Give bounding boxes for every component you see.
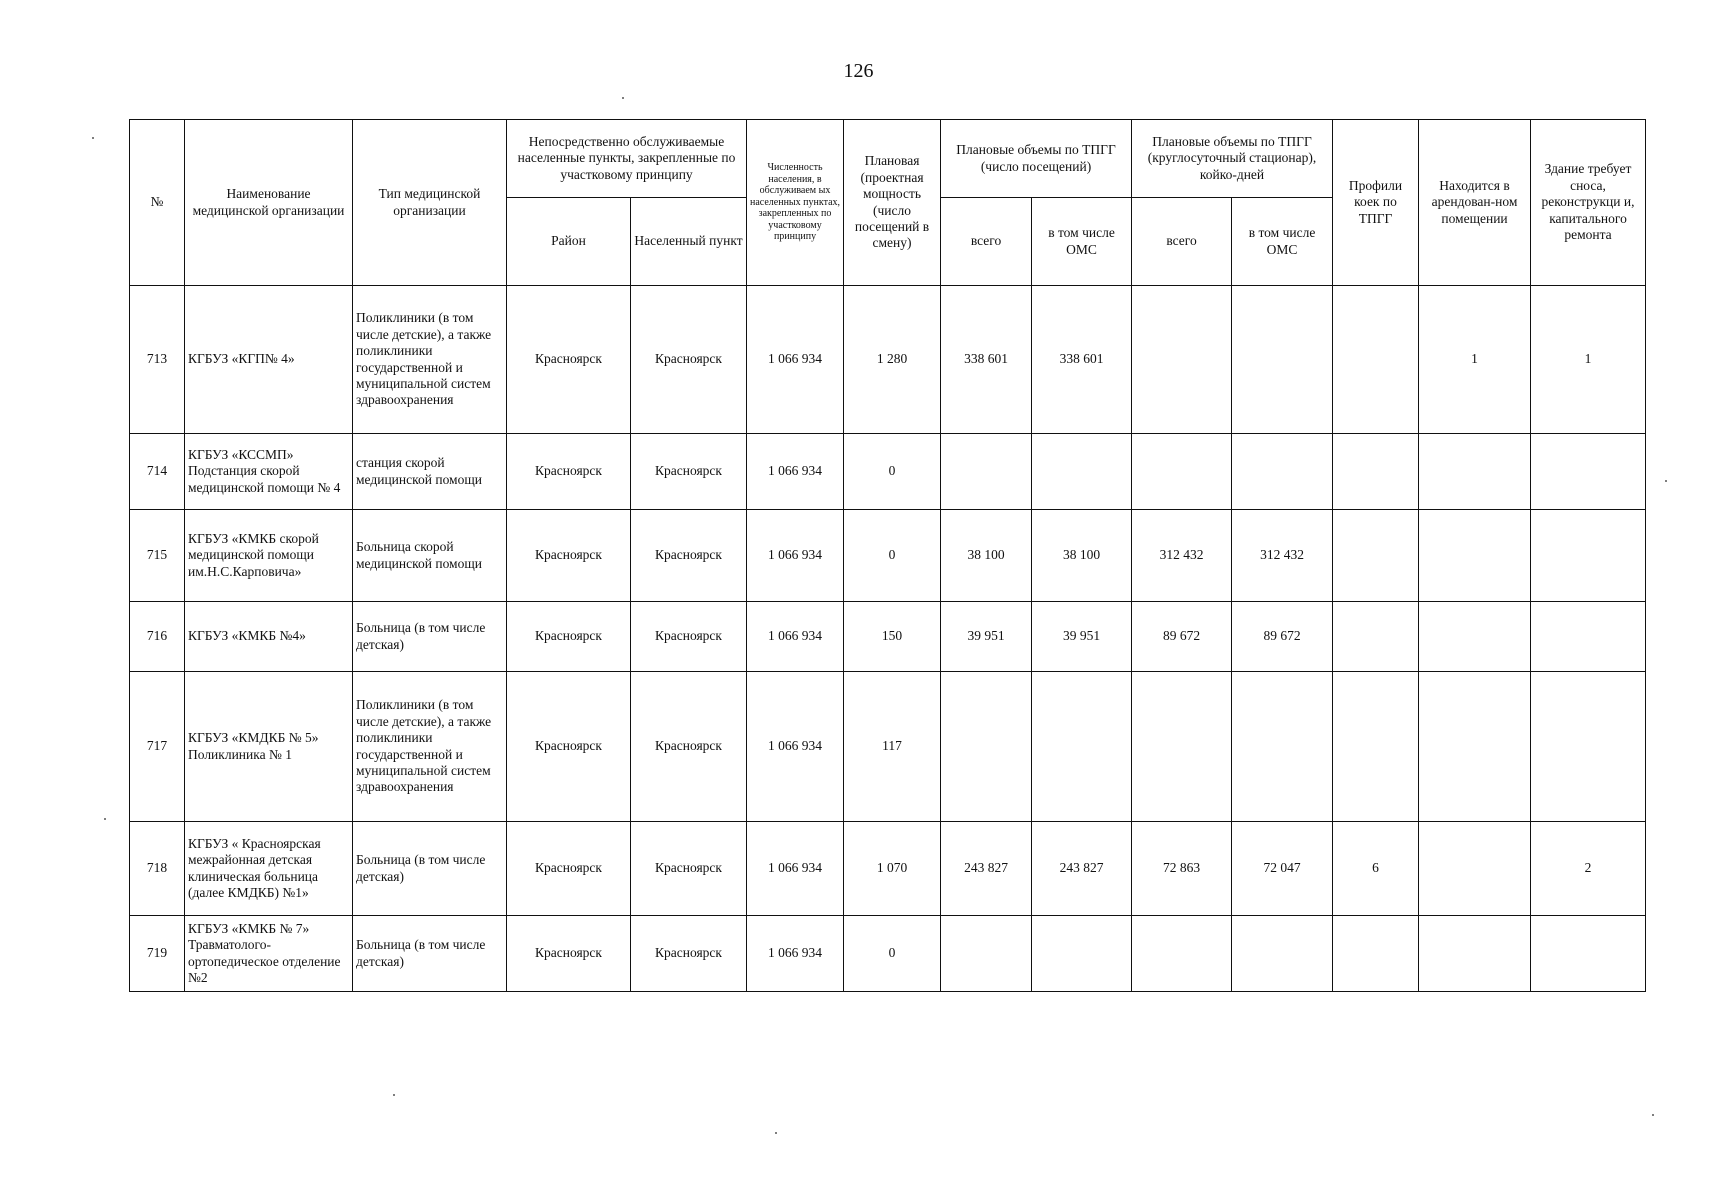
cell-profiles xyxy=(1333,672,1419,822)
header-visits-group: Плановые объемы по ТПГГ (число посещений) xyxy=(941,120,1132,198)
cell-settlement: Красноярск xyxy=(631,434,747,510)
cell-type: Больница скорой медицинской помощи xyxy=(353,510,507,602)
header-profiles: Профили коек по ТПГГ xyxy=(1333,120,1419,286)
cell-demolition xyxy=(1531,672,1646,822)
cell-beds-oms xyxy=(1232,434,1333,510)
cell-name: КГБУЗ «КМКБ №4» xyxy=(185,602,353,672)
header-population: Численность населения, в обслуживаем ых населенных пунктах, закрепленных по участковому принципу xyxy=(747,120,844,286)
cell-name: КГБУЗ «КССМП» Подстанция скорой медицинской помощи № 4 xyxy=(185,434,353,510)
table-row xyxy=(130,916,1646,992)
cell-capacity: 1 280 xyxy=(844,286,941,434)
cell-population: 1 066 934 xyxy=(747,602,844,672)
header-visits-total: всего xyxy=(941,198,1032,286)
cell-district: Красноярск xyxy=(507,672,631,822)
cell-district: Красноярск xyxy=(507,286,631,434)
cell-visits-oms xyxy=(1032,672,1132,822)
table-row xyxy=(130,672,1646,822)
cell-name: КГБУЗ «КМДКБ № 5» Поликлиника № 1 xyxy=(185,672,353,822)
cell-beds-oms: 89 672 xyxy=(1232,602,1333,672)
cell-district: Красноярск xyxy=(507,916,631,992)
cell-name: КГБУЗ «КМКБ скорой медицинской помощи им.Н.С.Карповича» xyxy=(185,510,353,602)
header-visits-oms: в том числе ОМС xyxy=(1032,198,1132,286)
cell-visits-total: 39 951 xyxy=(941,602,1032,672)
cell-profiles xyxy=(1333,916,1419,992)
cell-population: 1 066 934 xyxy=(747,822,844,916)
header-beds-oms: в том числе ОМС xyxy=(1232,198,1333,286)
cell-population: 1 066 934 xyxy=(747,672,844,822)
cell-type: Больница (в том числе детская) xyxy=(353,822,507,916)
cell-rented xyxy=(1419,510,1531,602)
cell-capacity: 1 070 xyxy=(844,822,941,916)
cell-visits-total: 338 601 xyxy=(941,286,1032,434)
scan-speck xyxy=(92,137,94,139)
cell-capacity: 150 xyxy=(844,602,941,672)
scan-speck xyxy=(1665,480,1667,482)
cell-name: КГБУЗ « Красноярская межрайонная детская клиническая больница (далее КМДКБ) №1» xyxy=(185,822,353,916)
cell-visits-total xyxy=(941,916,1032,992)
cell-rented xyxy=(1419,672,1531,822)
cell-demolition: 1 xyxy=(1531,286,1646,434)
header-num: № xyxy=(130,120,185,286)
header-demolition: Здание требует сноса, реконструкци и, капитального ремонта xyxy=(1531,120,1646,286)
cell-visits-oms xyxy=(1032,434,1132,510)
cell-demolition: 2 xyxy=(1531,822,1646,916)
cell-type: Больница (в том числе детская) xyxy=(353,602,507,672)
cell-name: КГБУЗ «КМКБ № 7» Травматолого-ортопедическое отделение №2 xyxy=(185,916,353,992)
page-number: 126 xyxy=(843,60,874,82)
cell-beds-total xyxy=(1132,434,1232,510)
header-district: Район xyxy=(507,198,631,286)
cell-capacity: 0 xyxy=(844,434,941,510)
scan-speck xyxy=(622,97,624,99)
scan-speck xyxy=(104,818,106,820)
cell-beds-total xyxy=(1132,916,1232,992)
table-row xyxy=(130,510,1646,602)
cell-beds-total: 72 863 xyxy=(1132,822,1232,916)
table-row xyxy=(130,286,1646,434)
cell-beds-oms xyxy=(1232,672,1333,822)
cell-profiles: 6 xyxy=(1333,822,1419,916)
cell-type: станция скорой медицинской помощи xyxy=(353,434,507,510)
cell-population: 1 066 934 xyxy=(747,286,844,434)
cell-type: Поликлиники (в том числе детские), а также поликлиники государственной и муниципальной систем здравоохранения xyxy=(353,286,507,434)
cell-settlement: Красноярск xyxy=(631,510,747,602)
cell-settlement: Красноярск xyxy=(631,916,747,992)
table-row xyxy=(130,822,1646,916)
table-row xyxy=(130,602,1646,672)
cell-settlement: Красноярск xyxy=(631,822,747,916)
cell-visits-oms xyxy=(1032,916,1132,992)
cell-beds-oms: 312 432 xyxy=(1232,510,1333,602)
header-type: Тип медицинской организации xyxy=(353,120,507,286)
cell-capacity: 0 xyxy=(844,510,941,602)
cell-beds-total xyxy=(1132,286,1232,434)
cell-population: 1 066 934 xyxy=(747,510,844,602)
cell-capacity: 0 xyxy=(844,916,941,992)
cell-visits-total: 243 827 xyxy=(941,822,1032,916)
cell-beds-oms: 72 047 xyxy=(1232,822,1333,916)
cell-district: Красноярск xyxy=(507,822,631,916)
cell-num: 719 xyxy=(130,916,185,992)
cell-num: 718 xyxy=(130,822,185,916)
cell-visits-oms: 338 601 xyxy=(1032,286,1132,434)
table-header xyxy=(130,120,1646,286)
cell-num: 714 xyxy=(130,434,185,510)
cell-population: 1 066 934 xyxy=(747,434,844,510)
cell-rented xyxy=(1419,602,1531,672)
cell-type: Поликлиники (в том числе детские), а также поликлиники государственной и муниципальной систем здравоохранения xyxy=(353,672,507,822)
cell-settlement: Красноярск xyxy=(631,286,747,434)
cell-demolition xyxy=(1531,602,1646,672)
cell-name: КГБУЗ «КГП№ 4» xyxy=(185,286,353,434)
cell-visits-total xyxy=(941,434,1032,510)
scan-speck xyxy=(1652,1114,1654,1116)
cell-visits-total: 38 100 xyxy=(941,510,1032,602)
cell-visits-oms: 243 827 xyxy=(1032,822,1132,916)
cell-visits-oms: 39 951 xyxy=(1032,602,1132,672)
cell-beds-total xyxy=(1132,672,1232,822)
cell-num: 716 xyxy=(130,602,185,672)
cell-demolition xyxy=(1531,916,1646,992)
cell-profiles xyxy=(1333,286,1419,434)
cell-beds-total: 89 672 xyxy=(1132,602,1232,672)
table-row xyxy=(130,434,1646,510)
cell-settlement: Красноярск xyxy=(631,602,747,672)
cell-beds-oms xyxy=(1232,286,1333,434)
header-settlement: Населенный пункт xyxy=(631,198,747,286)
cell-profiles xyxy=(1333,602,1419,672)
header-beds-total: всего xyxy=(1132,198,1232,286)
cell-capacity: 117 xyxy=(844,672,941,822)
cell-district: Красноярск xyxy=(507,602,631,672)
cell-profiles xyxy=(1333,434,1419,510)
header-capacity: Плановая (проектная мощность (число посещений в смену) xyxy=(844,120,941,286)
cell-district: Красноярск xyxy=(507,510,631,602)
cell-rented: 1 xyxy=(1419,286,1531,434)
cell-num: 713 xyxy=(130,286,185,434)
cell-beds-oms xyxy=(1232,916,1333,992)
cell-visits-oms: 38 100 xyxy=(1032,510,1132,602)
cell-beds-total: 312 432 xyxy=(1132,510,1232,602)
cell-district: Красноярск xyxy=(507,434,631,510)
cell-rented xyxy=(1419,916,1531,992)
scan-speck xyxy=(775,1132,777,1134)
cell-population: 1 066 934 xyxy=(747,916,844,992)
header-name: Наименование медицинской организации xyxy=(185,120,353,286)
cell-settlement: Красноярск xyxy=(631,672,747,822)
cell-rented xyxy=(1419,822,1531,916)
header-beds-group: Плановые объемы по ТПГГ (круглосуточный стационар), койко-дней xyxy=(1132,120,1333,198)
medical-organizations-table xyxy=(129,119,1646,992)
header-rented: Находится в арендован-ном помещении xyxy=(1419,120,1531,286)
cell-num: 715 xyxy=(130,510,185,602)
cell-num: 717 xyxy=(130,672,185,822)
cell-rented xyxy=(1419,434,1531,510)
header-served-group: Непосредственно обслуживаемые населенные пункты, закрепленные по участковому принципу xyxy=(507,120,747,198)
cell-visits-total xyxy=(941,672,1032,822)
cell-profiles xyxy=(1333,510,1419,602)
cell-demolition xyxy=(1531,510,1646,602)
cell-type: Больница (в том числе детская) xyxy=(353,916,507,992)
cell-demolition xyxy=(1531,434,1646,510)
scan-speck xyxy=(393,1094,395,1096)
